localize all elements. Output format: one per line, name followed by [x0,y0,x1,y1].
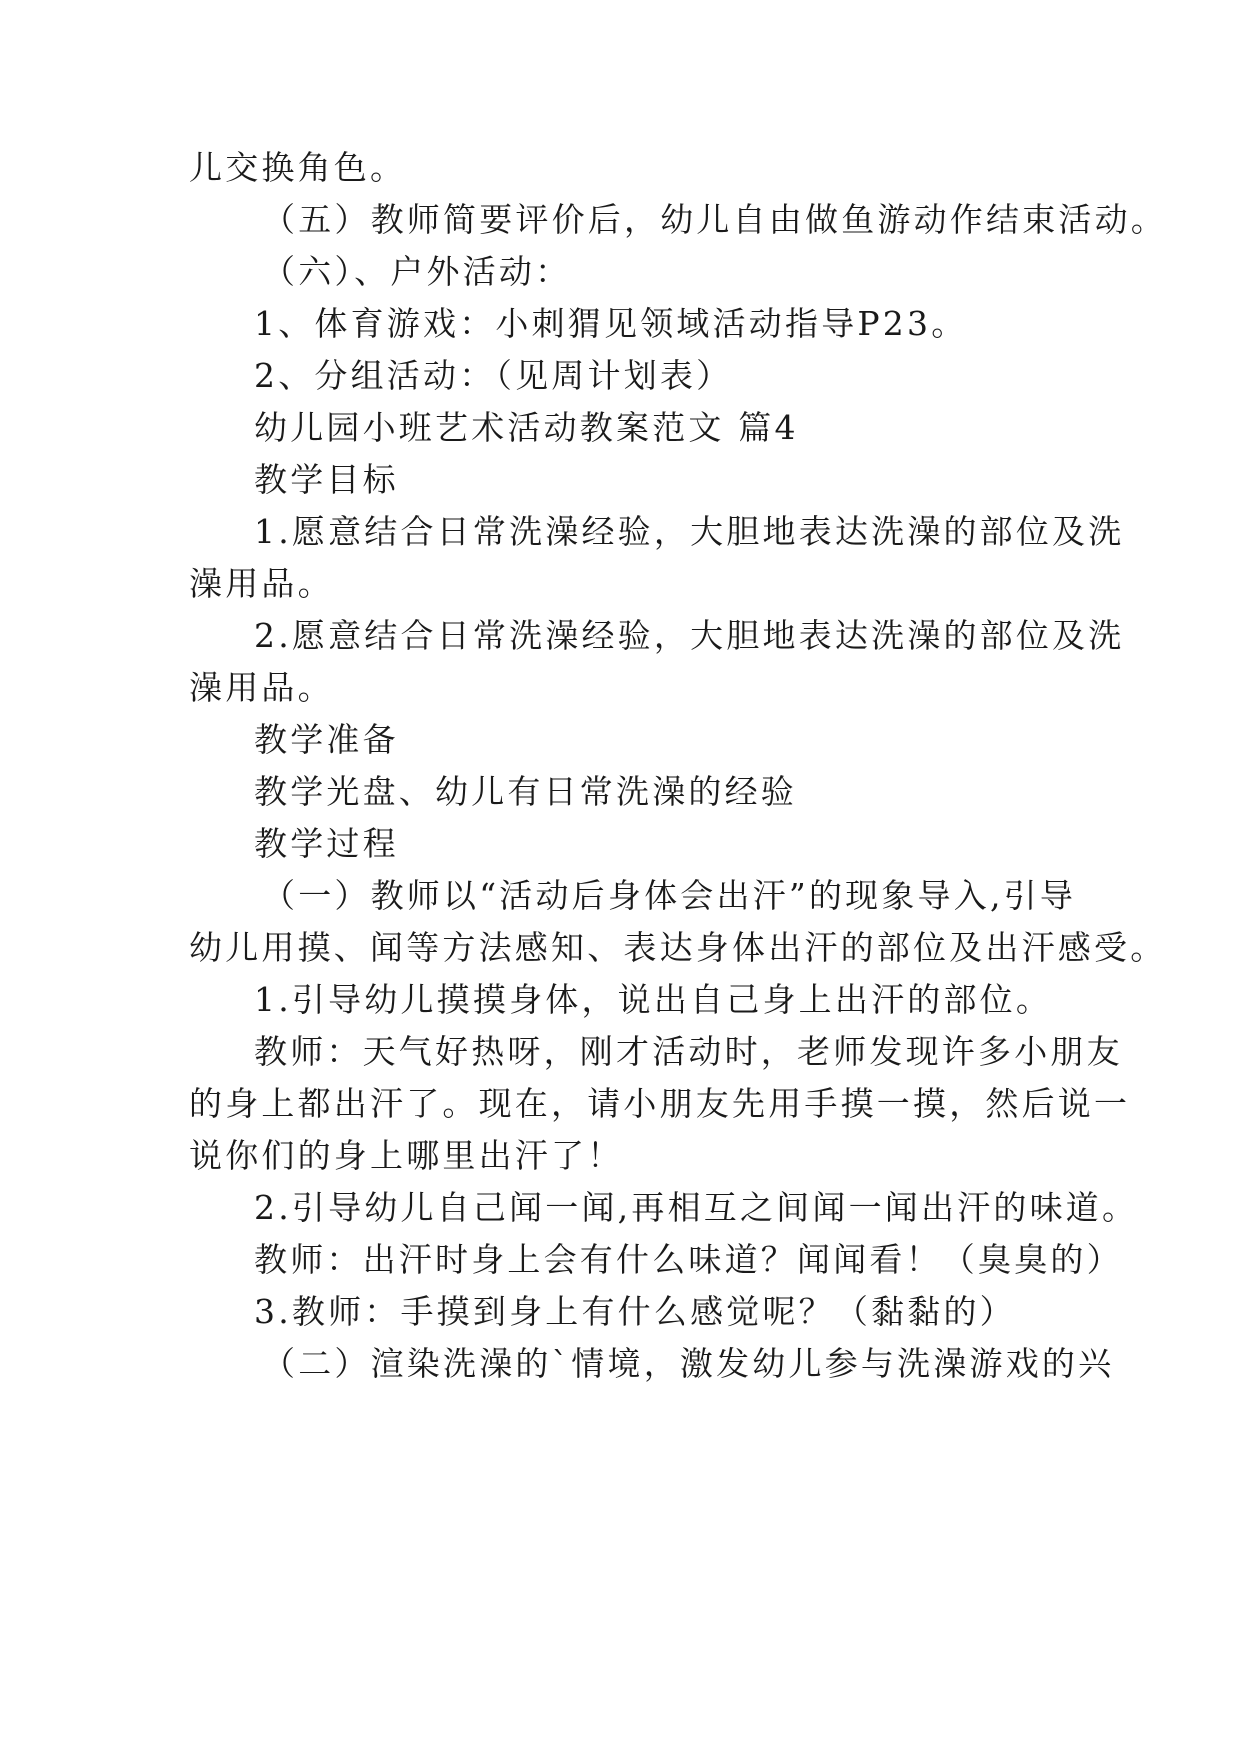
body-line: （二）渲染洗澡的`情境，激发幼儿参与洗澡游戏的兴 [262,1344,1115,1383]
subheading-teaching-process: 教学过程 [254,824,399,863]
body-line: 3.教师：手摸到身上有什么感觉呢？（黏黏的） [254,1292,1016,1331]
subheading-teaching-goals: 教学目标 [254,460,399,499]
section-heading: 幼儿园小班艺术活动教案范文 篇4 [254,408,799,447]
body-line: 教学光盘、幼儿有日常洗澡的经验 [254,772,797,811]
subheading-teaching-preparation: 教学准备 [254,720,399,759]
body-line: 2.愿意结合日常洗澡经验，大胆地表达洗澡的部位及洗 [254,616,1125,655]
body-line: 1、体育游戏：小刺猬见领域活动指导P23。 [254,304,968,343]
body-line: 教师：出汗时身上会有什么味道？闻闻看！（臭臭的） [254,1240,1123,1279]
body-line: 1.引导幼儿摸摸身体，说出自己身上出汗的部位。 [254,980,1053,1019]
body-line: 幼儿用摸、闻等方法感知、表达身体出汗的部位及出汗感受。 [189,928,1167,967]
body-line: （一）教师以“活动后身体会出汗”的现象导入,引导 [262,876,1077,915]
body-line: 说你们的身上哪里出汗了！ [189,1136,624,1175]
body-line: 2.引导幼儿自己闻一闻,再相互之间闻一闻出汗的味道。 [254,1188,1139,1227]
body-line: 的身上都出汗了。现在，请小朋友先用手摸一摸，然后说一 [189,1084,1131,1123]
body-line: 1.愿意结合日常洗澡经验，大胆地表达洗澡的部位及洗 [254,512,1125,551]
body-line: 澡用品。 [189,564,334,603]
body-line: （六）、户外活动： [262,252,572,291]
body-line: 2、分组活动：（见周计划表） [254,356,733,395]
body-line: 儿交换角色。 [189,148,407,187]
body-line: 澡用品。 [189,668,334,707]
body-line: 教师：天气好热呀，刚才活动时，老师发现许多小朋友 [254,1032,1123,1071]
body-line: （五）教师简要评价后，幼儿自由做鱼游动作结束活动。 [262,200,1167,239]
